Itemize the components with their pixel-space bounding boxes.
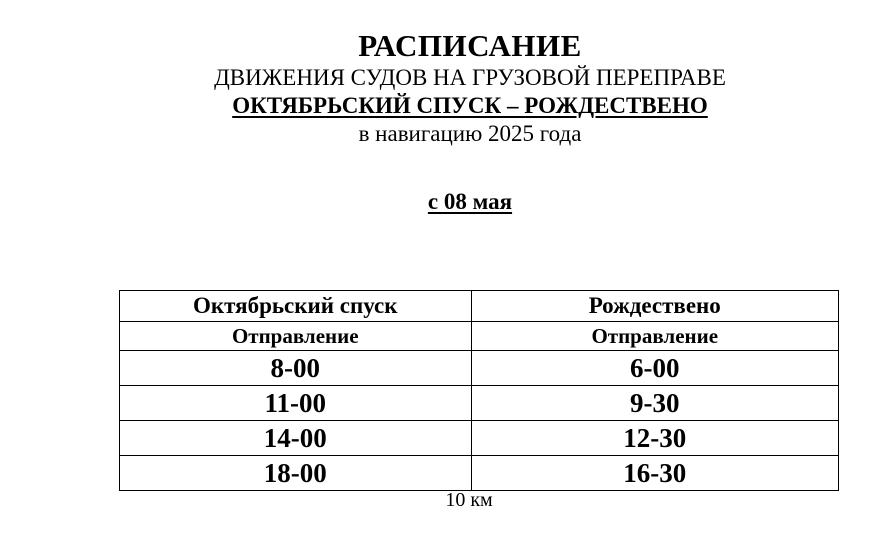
route-name: ОКТЯБРЬСКИЙ СПУСК – РОЖДЕСТВЕНО [232, 93, 708, 118]
departure-time-oktyabrsky: 14-00 [120, 421, 472, 456]
departure-time-rozhdestveno: 16-30 [471, 456, 838, 491]
departure-header-row [120, 322, 839, 351]
start-date [0, 188, 877, 216]
page-title: РАСПИСАНИЕ [358, 28, 582, 63]
page-subtitle: ДВИЖЕНИЯ СУДОВ НА ГРУЗОВОЙ ПЕРЕПРАВЕ [214, 65, 726, 90]
table-row [120, 351, 839, 386]
departure-time-oktyabrsky: 8-00 [120, 351, 472, 386]
navigation-season: в навигацию 2025 года [358, 121, 582, 146]
departure-time-rozhdestveno: 12-30 [471, 421, 838, 456]
pier-rozhdestveno-header: Рождествено [471, 291, 838, 322]
table-row [120, 456, 839, 491]
route-distance: 10 км [445, 489, 493, 511]
schedule-header [0, 28, 877, 148]
departure-label-oktyabrsky: Отправление [120, 322, 472, 351]
departure-time-rozhdestveno: 6-00 [471, 351, 838, 386]
pier-header-row [120, 291, 839, 322]
departure-time-rozhdestveno: 9-30 [471, 386, 838, 421]
schedule-table [119, 290, 839, 491]
table-row [120, 386, 839, 421]
departure-label-rozhdestveno: Отправление [471, 322, 838, 351]
pier-oktyabrsky-header: Октябрьский спуск [120, 291, 472, 322]
departure-time-oktyabrsky: 11-00 [120, 386, 472, 421]
start-date-text: с 08 мая [427, 189, 513, 214]
table-row [120, 421, 839, 456]
departure-time-oktyabrsky: 18-00 [120, 456, 472, 491]
